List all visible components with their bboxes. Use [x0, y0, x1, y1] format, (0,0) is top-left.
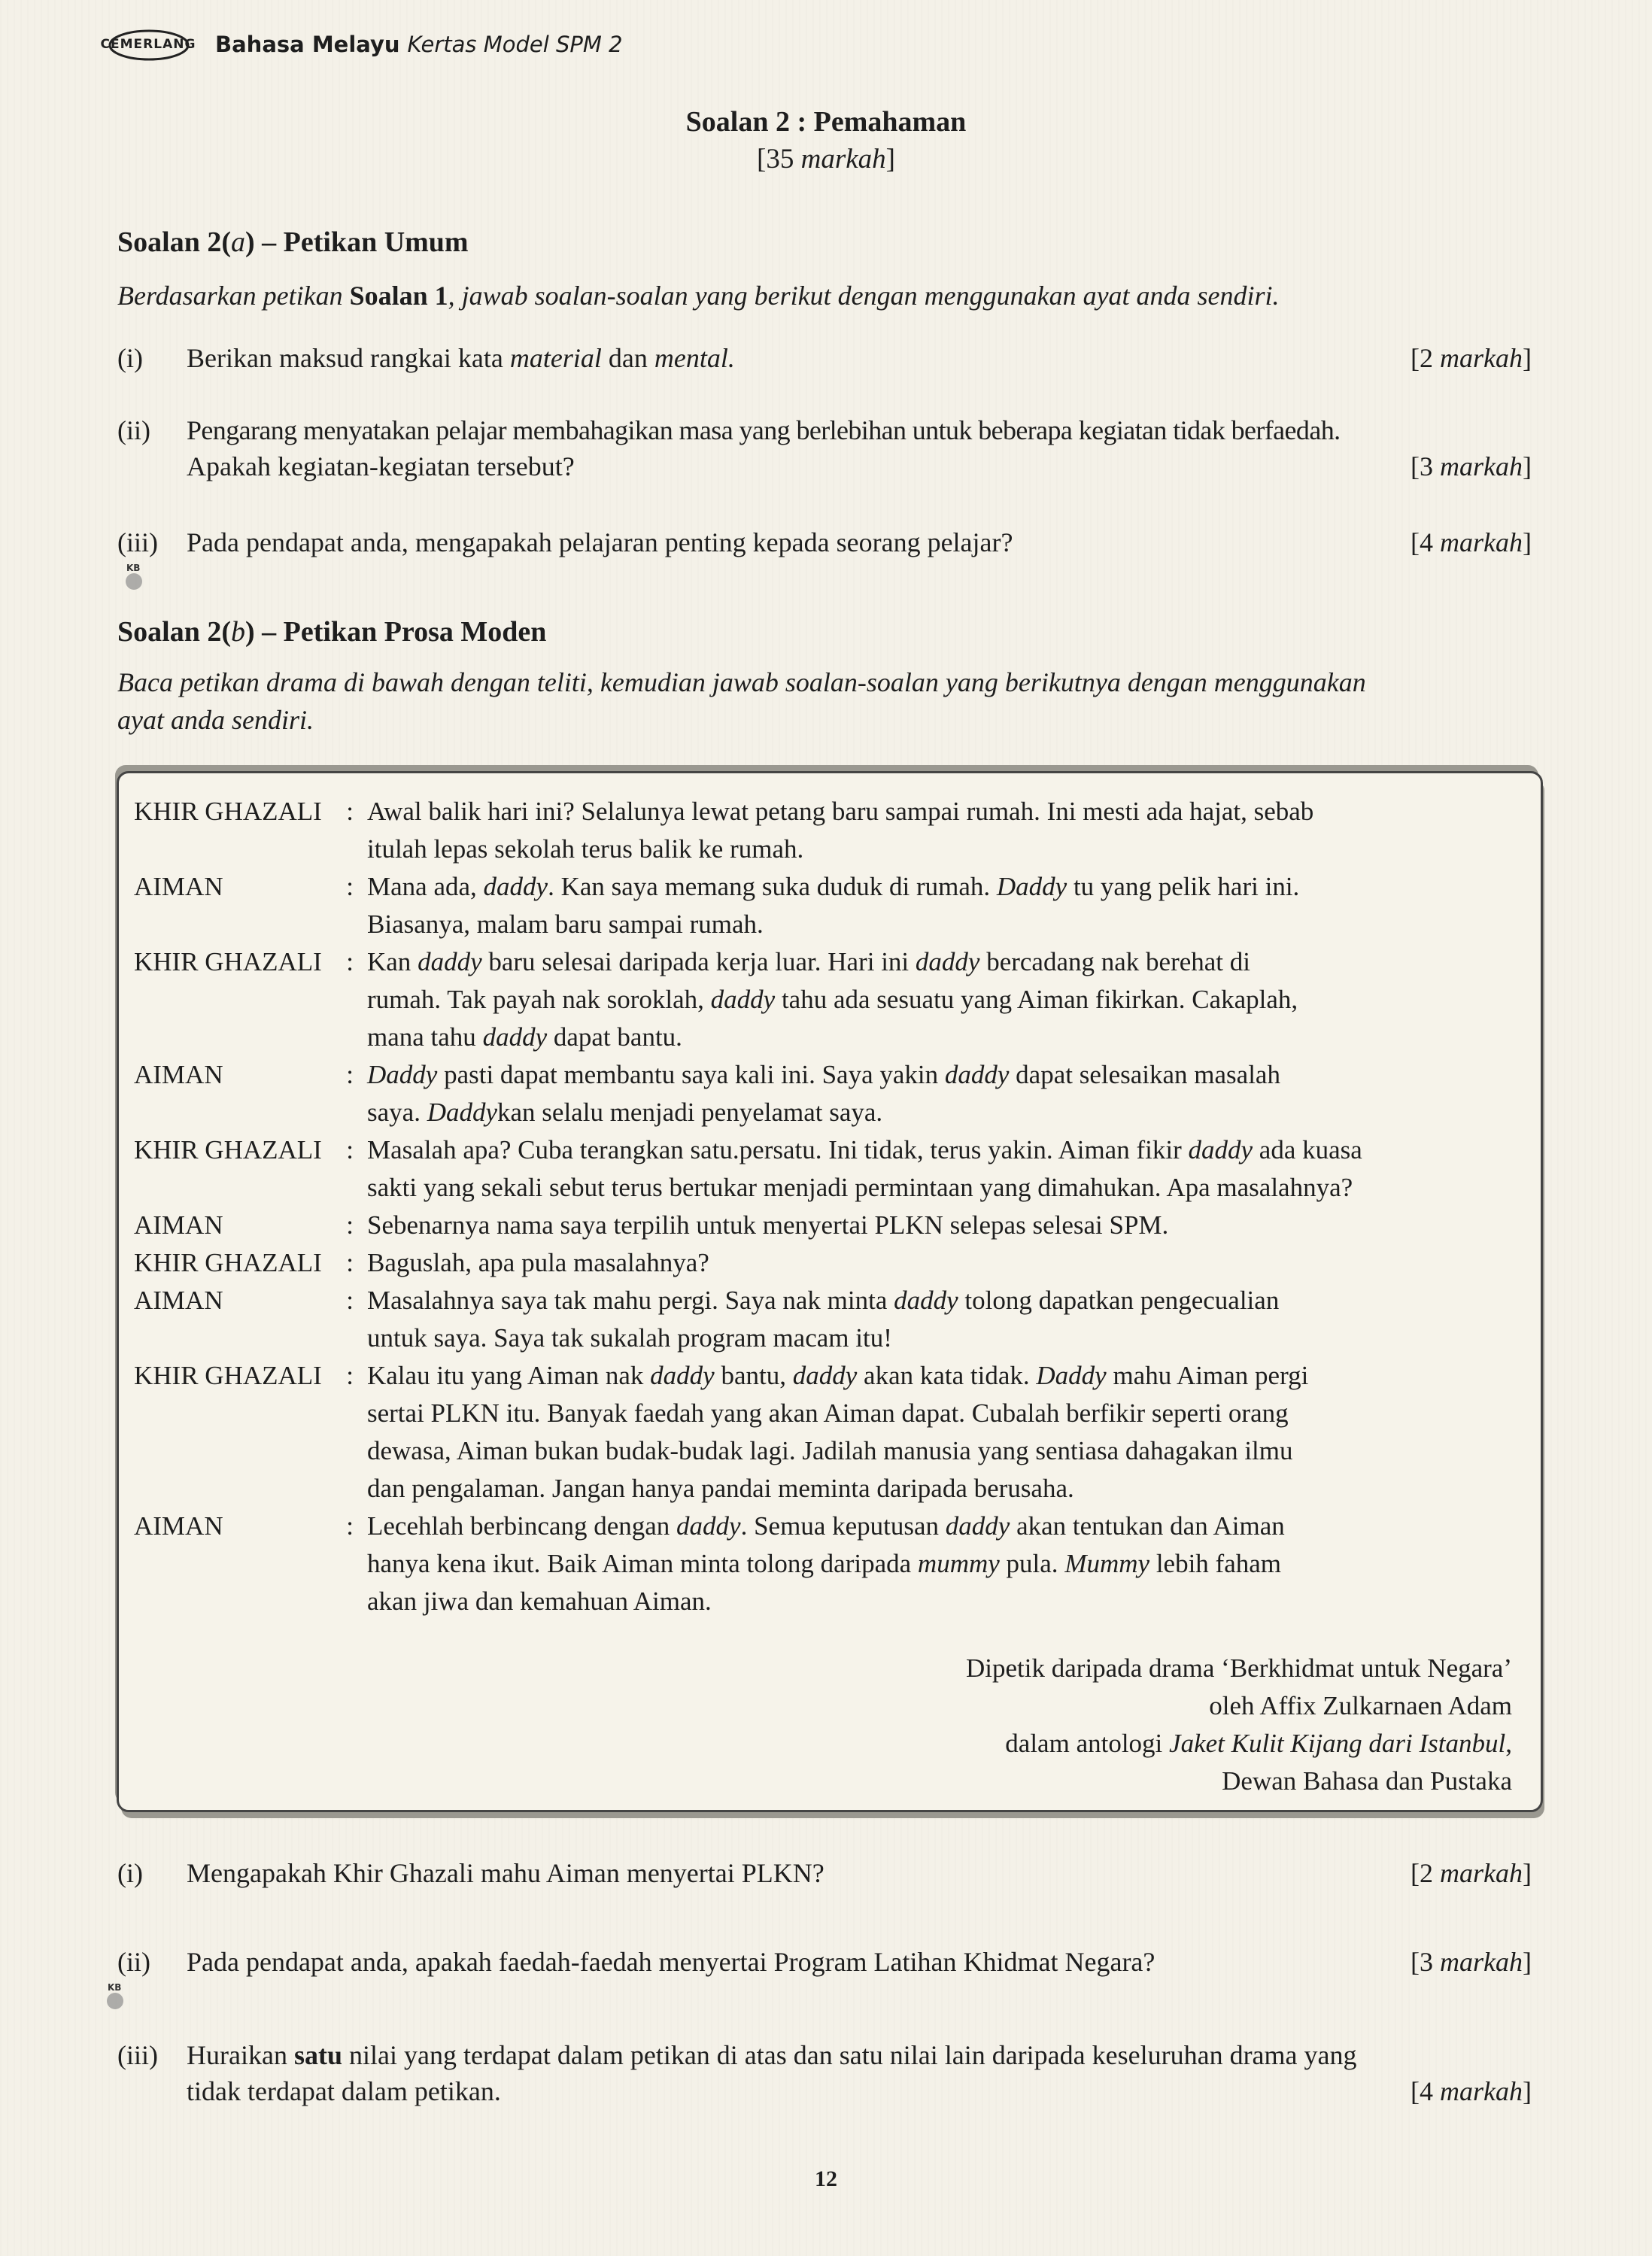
- dialogue-continuation: [134, 1583, 1511, 1620]
- section-a-heading: Soalan 2(a) – Petikan Umum: [117, 226, 469, 258]
- speech-line: Awal balik hari ini? Selalunya lewat petang baru sampai rumah. Ini mesti ada hajat, sebab: [367, 797, 1314, 826]
- question-number: (iii): [117, 527, 158, 557]
- speaker-name: AIMAN :: [134, 1060, 354, 1089]
- dialogue-row: [134, 943, 1511, 981]
- speech-line: sertai PLKN itu. Banyak faedah yang akan Aiman dapat. Cubalah berfikir seperti orang: [367, 1398, 1289, 1428]
- speaker-indent: [134, 830, 367, 868]
- speech-line: itulah lepas sekolah terus balik ke rumah.: [367, 834, 804, 864]
- speech-line: Kan daddy baru selesai daripada kerja luar. Hari ini daddy bercadang nak berehat di: [367, 947, 1250, 976]
- question-number: (ii): [117, 1947, 150, 1977]
- dialogue-continuation: [134, 1019, 1511, 1056]
- dialogue-continuation: [134, 1319, 1511, 1357]
- speech-line: Mana ada, daddy. Kan saya memang suka duduk di rumah. Daddy tu yang pelik hari ini.: [367, 872, 1300, 901]
- question-marks: [2 markah]: [1411, 343, 1532, 373]
- svg-text:KB: KB: [126, 563, 141, 573]
- speaker-name: KHIR GHAZALI :: [134, 1361, 354, 1390]
- logo-text: CEMERLANG: [100, 37, 196, 52]
- question-number: (ii): [117, 415, 150, 445]
- question-text-line1: Pengarang menyatakan pelajar membahagikan masa yang berlebihan untuk beberapa kegiatan tidak berfaedah.: [187, 415, 1341, 445]
- total-marks: [35 markah]: [757, 144, 895, 175]
- section-b-instruction: Baca petikan drama di bawah dengan teliti, kemudian jawab soalan-soalan yang berikutnya dengan menggunakan ayat anda sendiri.: [117, 667, 1366, 735]
- dialogue-row: [134, 1131, 1511, 1169]
- speech-line: akan jiwa dan kemahuan Aiman.: [367, 1586, 712, 1616]
- question-b-iii: [117, 2037, 1532, 2109]
- question-marks: [3 markah]: [1411, 451, 1532, 481]
- cemerlang-logo: [89, 27, 208, 62]
- speech-line: Lecehlah berbincang dengan daddy. Semua keputusan daddy akan tentukan dan Aiman: [367, 1511, 1285, 1541]
- speech-line: Masalahnya saya tak mahu pergi. Saya nak minta daddy tolong dapatkan pengecualian: [367, 1286, 1280, 1315]
- dialogue-row: [134, 1282, 1511, 1319]
- speech-line: sakti yang sekali sebut terus bertukar menjadi permintaan yang dimahukan. Apa masalahnya?: [367, 1173, 1353, 1202]
- dialogue-row: [134, 868, 1511, 906]
- dialogue-continuation: [134, 830, 1511, 868]
- dialogue-list: [134, 793, 1511, 1620]
- speaker-indent: [134, 1432, 367, 1470]
- question-b-i: [117, 1855, 1532, 1891]
- speaker-indent: [134, 1545, 367, 1583]
- speech-line: dewasa, Aiman bukan budak-budak lagi. Jadilah manusia yang sentiasa dahagakan ilmu: [367, 1436, 1293, 1465]
- kbz-stamp-icon: [120, 560, 152, 595]
- dialogue-row: [134, 1207, 1511, 1244]
- speaker-name: AIMAN :: [134, 1286, 354, 1315]
- speech-line: mana tahu daddy dapat bantu.: [367, 1022, 682, 1052]
- page-title: Soalan 2 : Pemahaman: [685, 106, 967, 138]
- speech-line: rumah. Tak payah nak soroklah, daddy tahu ada sesuatu yang Aiman fikirkan. Cakaplah,: [367, 985, 1298, 1014]
- speech-line: untuk saya. Saya tak sukalah program macam itu!: [367, 1323, 892, 1353]
- speaker-indent: [134, 906, 367, 943]
- dialogue-row: [134, 1357, 1511, 1395]
- page-number: 12: [815, 2166, 837, 2191]
- speech-line: Baguslah, apa pula masalahnya?: [367, 1248, 709, 1277]
- speaker-name: KHIR GHAZALI :: [134, 947, 354, 976]
- section-a-instruction: Berdasarkan petikan Soalan 1, jawab soalan-soalan yang berikut dengan menggunakan ayat anda sendiri.: [117, 281, 1280, 311]
- question-text-line2: Apakah kegiatan-kegiatan tersebut?: [187, 451, 575, 481]
- speaker-indent: [134, 1019, 367, 1056]
- speaker-indent: [134, 981, 367, 1019]
- excerpt-credit: Dipetik daripada drama ‘Berkhidmat untuk Negara’ oleh Affix Zulkarnaen Adam dalam antologi Jaket Kulit Kijang dari Istanbul, Dewan Bahasa dan Pustaka: [966, 1653, 1512, 1796]
- question-marks: [4 markah]: [1411, 527, 1532, 557]
- speech-line: Daddy pasti dapat membantu saya kali ini. Saya yakin daddy dapat selesaikan masalah: [367, 1060, 1280, 1089]
- speech-line: dan pengalaman. Jangan hanya pandai meminta daripada berusaha.: [367, 1474, 1074, 1503]
- question-text-line1: Huraikan satu nilai yang terdapat dalam petikan di atas dan satu nilai lain daripada keseluruhan drama yang: [187, 2040, 1357, 2070]
- question-number: (i): [117, 343, 143, 373]
- speaker-name: KHIR GHAZALI :: [134, 1248, 354, 1277]
- running-header: [89, 27, 623, 62]
- speech-line: Biasanya, malam baru sampai rumah.: [367, 909, 764, 939]
- dialogue-continuation: [134, 981, 1511, 1019]
- question-text: Pada pendapat anda, apakah faedah-faedah menyertai Program Latihan Khidmat Negara?: [187, 1947, 1155, 1977]
- speech-line: Sebenarnya nama saya terpilih untuk menyertai PLKN selepas selesai SPM.: [367, 1210, 1169, 1240]
- speech-line: saya. Daddykan selalu menjadi penyelamat saya.: [367, 1098, 883, 1127]
- question-marks: [2 markah]: [1411, 1858, 1532, 1888]
- dialogue-continuation: [134, 1395, 1511, 1432]
- dialogue-continuation: [134, 1094, 1511, 1131]
- speaker-name: AIMAN :: [134, 872, 354, 901]
- dialogue-continuation: [134, 906, 1511, 943]
- dialogue-row: [134, 1244, 1511, 1282]
- question-text: Pada pendapat anda, mengapakah pelajaran penting kepada seorang pelajar?: [187, 527, 1013, 557]
- dialogue-continuation: [134, 1169, 1511, 1207]
- question-text: Mengapakah Khir Ghazali mahu Aiman menyertai PLKN?: [187, 1858, 824, 1888]
- question-a-iii: [117, 524, 1532, 560]
- dialogue-continuation: [134, 1432, 1511, 1470]
- speaker-name: AIMAN :: [134, 1511, 354, 1541]
- speaker-indent: [134, 1169, 367, 1207]
- question-text-line2: tidak terdapat dalam petikan.: [187, 2076, 501, 2106]
- dialogue-continuation: [134, 1545, 1511, 1583]
- dialogue-row: [134, 793, 1511, 830]
- dialogue-continuation: [134, 1470, 1511, 1508]
- dialogue-row: [134, 1508, 1511, 1545]
- question-a-i: [117, 340, 1532, 376]
- question-marks: [3 markah]: [1411, 1947, 1532, 1977]
- speaker-indent: [134, 1470, 367, 1508]
- speaker-indent: [134, 1395, 367, 1432]
- question-b-ii: [117, 1944, 1532, 1980]
- speaker-indent: [134, 1094, 367, 1131]
- speaker-indent: [134, 1583, 367, 1620]
- speaker-name: AIMAN :: [134, 1210, 354, 1240]
- speech-line: hanya kena ikut. Baik Aiman minta tolong daripada mummy pula. Mummy lebih faham: [367, 1549, 1281, 1578]
- speaker-name: KHIR GHAZALI :: [134, 797, 354, 826]
- drama-excerpt-box: [117, 771, 1543, 1812]
- speech-line: Masalah apa? Cuba terangkan satu.persatu. Ini tidak, terus yakin. Aiman fikir daddy ada kuasa: [367, 1135, 1362, 1164]
- dialogue-row: [134, 1056, 1511, 1094]
- speaker-indent: [134, 1319, 367, 1357]
- question-number: (iii): [117, 2040, 158, 2070]
- question-marks: [4 markah]: [1411, 2076, 1532, 2106]
- series-name: Kertas Model SPM 2: [407, 32, 623, 57]
- kbz-stamp-icon: [102, 1980, 133, 2015]
- speaker-name: KHIR GHAZALI :: [134, 1135, 354, 1164]
- question-text: Berikan maksud rangkai kata material dan mental.: [187, 343, 735, 373]
- subject-name: Bahasa Melayu: [215, 32, 400, 57]
- svg-text:KB: KB: [108, 1982, 122, 1993]
- question-a-ii: [117, 412, 1532, 484]
- section-b-heading: Soalan 2(b) – Petikan Prosa Moden: [117, 616, 547, 648]
- question-number: (i): [117, 1858, 143, 1888]
- speech-line: Kalau itu yang Aiman nak daddy bantu, daddy akan kata tidak. Daddy mahu Aiman pergi: [367, 1361, 1309, 1390]
